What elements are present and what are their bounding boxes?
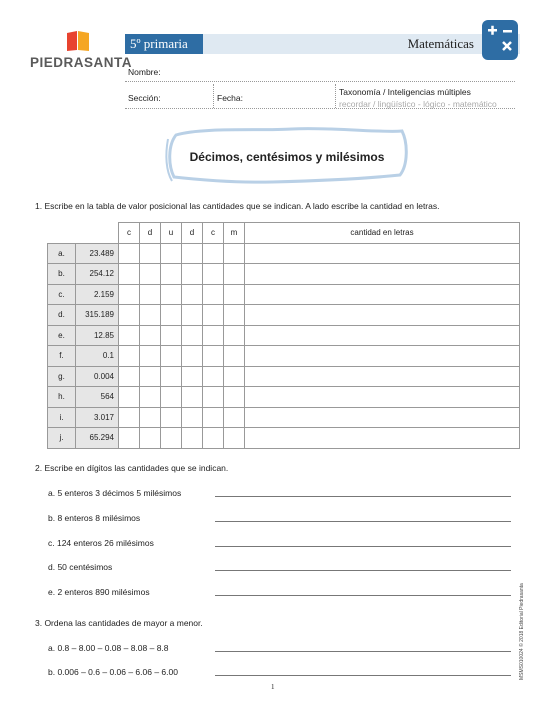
answer-cell[interactable] xyxy=(119,428,140,449)
answer-cell[interactable] xyxy=(224,407,245,428)
answer-cell[interactable] xyxy=(119,346,140,367)
answer-cell[interactable] xyxy=(140,243,161,264)
row-letter: i. xyxy=(48,407,76,428)
answer-cell[interactable] xyxy=(140,325,161,346)
table-row xyxy=(48,387,520,408)
table-row xyxy=(48,407,520,428)
answer-cell[interactable] xyxy=(182,366,203,387)
answer-cell[interactable] xyxy=(140,284,161,305)
answer-cell[interactable] xyxy=(224,325,245,346)
answer-line[interactable] xyxy=(215,595,511,596)
answer-cell[interactable] xyxy=(140,264,161,285)
answer-cell[interactable] xyxy=(182,407,203,428)
words-cell[interactable] xyxy=(245,346,520,367)
answer-cell[interactable] xyxy=(161,346,182,367)
row-letter: g. xyxy=(48,366,76,387)
answer-cell[interactable] xyxy=(224,387,245,408)
answer-cell[interactable] xyxy=(182,264,203,285)
words-cell[interactable] xyxy=(245,407,520,428)
answer-cell[interactable] xyxy=(203,387,224,408)
q2-item: a. 5 enteros 3 décimos 5 milésimos xyxy=(48,488,182,498)
row-letter: b. xyxy=(48,264,76,285)
row-letter: c. xyxy=(48,284,76,305)
answer-cell[interactable] xyxy=(119,325,140,346)
answer-line[interactable] xyxy=(215,546,511,547)
answer-cell[interactable] xyxy=(182,428,203,449)
row-value: 3.017 xyxy=(76,407,119,428)
words-cell[interactable] xyxy=(245,264,520,285)
answer-cell[interactable] xyxy=(140,305,161,326)
answer-cell[interactable] xyxy=(224,284,245,305)
words-cell[interactable] xyxy=(245,325,520,346)
question-1-prompt: 1. Escribe en la tabla de valor posicional las cantidades que se indican. A lado escribe la cantidad en letras. xyxy=(35,201,440,211)
answer-cell[interactable] xyxy=(203,243,224,264)
answer-cell[interactable] xyxy=(203,305,224,326)
table-row xyxy=(48,428,520,449)
words-cell[interactable] xyxy=(245,305,520,326)
table-row xyxy=(48,264,520,285)
q2-item: b. 8 enteros 8 milésimos xyxy=(48,513,141,523)
page-number: 1 xyxy=(271,683,275,691)
row-letter: f. xyxy=(48,346,76,367)
answer-cell[interactable] xyxy=(182,243,203,264)
answer-cell[interactable] xyxy=(119,264,140,285)
answer-cell[interactable] xyxy=(161,407,182,428)
answer-cell[interactable] xyxy=(224,428,245,449)
name-field[interactable] xyxy=(125,81,515,82)
answer-cell[interactable] xyxy=(140,407,161,428)
words-cell[interactable] xyxy=(245,284,520,305)
place-value-table xyxy=(47,222,520,449)
q3-item: b. 0.006 – 0.6 – 0.06 – 6.06 – 6.00 xyxy=(48,667,178,677)
row-value: 23.489 xyxy=(76,243,119,264)
math-operations-icon xyxy=(482,20,518,60)
answer-cell[interactable] xyxy=(161,428,182,449)
answer-line[interactable] xyxy=(215,570,511,571)
publisher-logo xyxy=(30,30,133,74)
row-letter: d. xyxy=(48,305,76,326)
question-2-prompt: 2. Escribe en dígitos las cantidades que se indican. xyxy=(35,463,229,473)
answer-line[interactable] xyxy=(215,651,511,652)
row-value: 12.85 xyxy=(76,325,119,346)
answer-cell[interactable] xyxy=(224,243,245,264)
row-letter: a. xyxy=(48,243,76,264)
row-value: 254.12 xyxy=(76,264,119,285)
answer-cell[interactable] xyxy=(161,264,182,285)
q3-item: a. 0.8 – 8.00 – 0.08 – 8.08 – 8.8 xyxy=(48,643,169,653)
column-header: d xyxy=(182,223,203,244)
row-letter: e. xyxy=(48,325,76,346)
answer-line[interactable] xyxy=(215,521,511,522)
words-cell[interactable] xyxy=(245,366,520,387)
field-divider xyxy=(335,84,336,108)
row-value: 315.189 xyxy=(76,305,119,326)
book-logo-icon xyxy=(65,30,91,52)
question-3-prompt: 3. Ordena las cantidades de mayor a menor. xyxy=(35,618,203,628)
words-cell[interactable] xyxy=(245,428,520,449)
row-letter: j. xyxy=(48,428,76,449)
answer-cell[interactable] xyxy=(140,366,161,387)
row-value: 65.294 xyxy=(76,428,119,449)
answer-cell[interactable] xyxy=(161,325,182,346)
answer-cell[interactable] xyxy=(161,366,182,387)
answer-cell[interactable] xyxy=(182,305,203,326)
row-value: 0.004 xyxy=(76,366,119,387)
q2-item: e. 2 enteros 890 milésimos xyxy=(48,587,150,597)
answer-cell[interactable] xyxy=(161,387,182,408)
words-cell[interactable] xyxy=(245,243,520,264)
answer-line[interactable] xyxy=(215,675,511,676)
answer-cell[interactable] xyxy=(203,366,224,387)
column-header: d xyxy=(140,223,161,244)
column-header: c xyxy=(119,223,140,244)
column-header: u xyxy=(161,223,182,244)
answer-cell[interactable] xyxy=(161,305,182,326)
answer-cell[interactable] xyxy=(140,428,161,449)
answer-cell[interactable] xyxy=(119,387,140,408)
taxonomy-label: Taxonomía / Inteligencias múltiples xyxy=(339,87,471,97)
answer-cell[interactable] xyxy=(203,407,224,428)
section-date-field[interactable] xyxy=(125,108,515,109)
answer-cell[interactable] xyxy=(119,284,140,305)
answer-cell[interactable] xyxy=(161,284,182,305)
answer-cell[interactable] xyxy=(224,264,245,285)
row-value: 0.1 xyxy=(76,346,119,367)
answer-cell[interactable] xyxy=(203,346,224,367)
answer-cell[interactable] xyxy=(140,346,161,367)
answer-cell[interactable] xyxy=(161,243,182,264)
q2-item: c. 124 enteros 26 milésimos xyxy=(48,538,154,548)
copyright-note: MSMS010024 © 2018 Editorial Piedrasanta xyxy=(519,583,525,680)
table-row xyxy=(48,325,520,346)
date-label: Fecha: xyxy=(217,93,243,103)
row-value: 564 xyxy=(76,387,119,408)
answer-cell[interactable] xyxy=(182,387,203,408)
answer-cell[interactable] xyxy=(119,407,140,428)
name-label: Nombre: xyxy=(128,67,161,77)
answer-cell[interactable] xyxy=(224,366,245,387)
answer-cell[interactable] xyxy=(182,284,203,305)
header-bar xyxy=(125,34,520,54)
answer-cell[interactable] xyxy=(203,284,224,305)
answer-cell[interactable] xyxy=(203,428,224,449)
words-column-header: cantidad en letras xyxy=(245,223,520,244)
table-header-row xyxy=(48,223,520,244)
answer-cell[interactable] xyxy=(182,325,203,346)
table-row xyxy=(48,346,520,367)
words-cell[interactable] xyxy=(245,387,520,408)
answer-cell[interactable] xyxy=(224,305,245,326)
answer-cell[interactable] xyxy=(140,387,161,408)
row-value: 2.159 xyxy=(76,284,119,305)
brand-name: PIEDRASANTA xyxy=(30,55,133,70)
answer-cell[interactable] xyxy=(182,346,203,367)
table-row xyxy=(48,243,520,264)
answer-cell[interactable] xyxy=(119,243,140,264)
answer-cell[interactable] xyxy=(224,346,245,367)
table-row xyxy=(48,284,520,305)
answer-cell[interactable] xyxy=(203,264,224,285)
table-row xyxy=(48,366,520,387)
field-divider xyxy=(213,84,214,108)
q2-item: d. 50 centésimos xyxy=(48,562,113,572)
answer-cell[interactable] xyxy=(119,366,140,387)
worksheet-title: Décimos, centésimos y milésimos xyxy=(189,150,385,164)
column-header: m xyxy=(224,223,245,244)
answer-line[interactable] xyxy=(215,496,511,497)
subject-label: Matemáticas xyxy=(203,34,520,54)
answer-cell[interactable] xyxy=(119,305,140,326)
row-letter: h. xyxy=(48,387,76,408)
grade-label: 5º primaria xyxy=(125,34,203,54)
column-header: c xyxy=(203,223,224,244)
section-label: Sección: xyxy=(128,93,161,103)
table-row xyxy=(48,305,520,326)
taxonomy-values: recordar / lingüístico - lógico - matemático xyxy=(339,99,497,109)
answer-cell[interactable] xyxy=(203,325,224,346)
